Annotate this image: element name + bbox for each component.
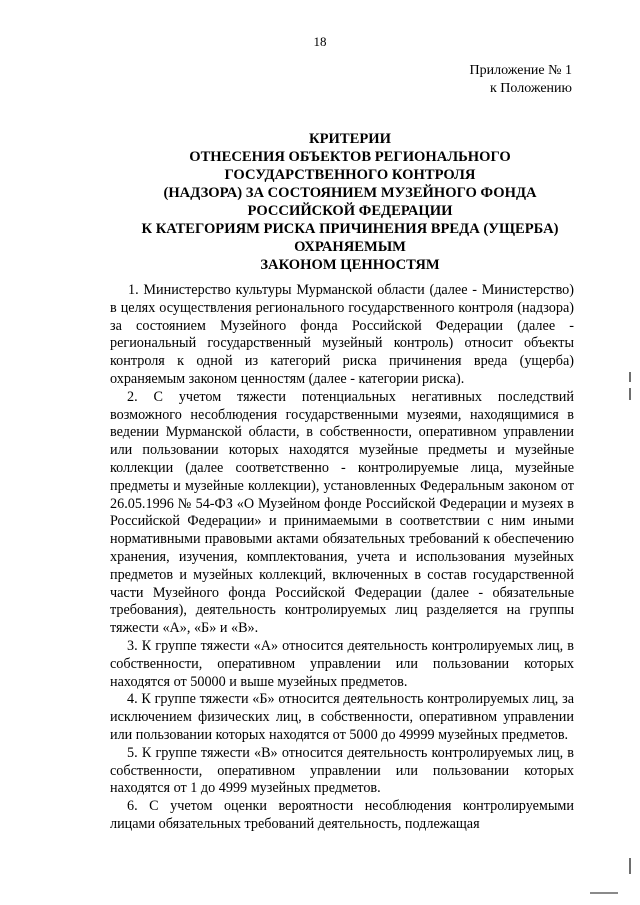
scan-mark [590, 892, 618, 894]
paragraph-6: 6. С учетом оценки вероятности несоблюдения контролируемыми лицами обязательных требований деятельность, подлежащая [110, 798, 574, 832]
document-body [110, 282, 574, 834]
appendix-reference [470, 62, 573, 98]
paragraph-5: 5. К группе тяжести «В» относится деятельность контролируемых лиц, в собственности, оперативном управлении или пользовании которых находятся от 1 до 4999 музейных предметов. [110, 744, 574, 797]
title-line: ОТНЕСЕНИЯ ОБЪЕКТОВ РЕГИОНАЛЬНОГО [189, 149, 511, 165]
page-number: 18 [313, 34, 327, 49]
title-line: РОССИЙСКОЙ ФЕДЕРАЦИИ [247, 203, 453, 219]
scan-mark [629, 372, 631, 382]
document-title [60, 130, 640, 274]
title-line: ОХРАНЯЕМЫМ [294, 239, 406, 255]
title-line: КРИТЕРИИ [309, 131, 391, 147]
appendix-target: к Положению [489, 81, 572, 96]
title-line: (НАДЗОРА) ЗА СОСТОЯНИЕМ МУЗЕЙНОГО ФОНДА [163, 185, 537, 201]
scan-mark [629, 858, 631, 874]
scan-mark [629, 388, 631, 400]
appendix-number: Приложение № 1 [469, 63, 572, 78]
paragraph-3: 3. К группе тяжести «А» относится деятельность контролируемых лиц, в собственности, оперативном управлении или пользовании которых находятся от 50000 и выше музейных предметов. [110, 637, 574, 690]
paragraph-2: 2. С учетом тяжести потенциальных негативных последствий возможного несоблюдения государственными музеями, находящимися в ведении Мурманской области, в собственности, оперативном управлении или пользовании которых находятся музейные предметы и музейные коллекции (далее соответственно - контролируемые лица, музейные предметы и музейные коллекции), установленных Федеральным законом от 26.05.1996 № 54-ФЗ «О Музейном фонде Российской Федерации и музеях в Российской Федерации» и принимаемыми в соответствии с ним иными нормативными правовыми актами обязательных требований к обеспечению хранения, изучения, комплектования, учета и использования музейных предметов и музейных коллекций, включенных в состав государственной части Музейного фонда Российской Федерации (далее - обязательные требования), деятельность контролируемых лиц разделяется на группы тяжести «А», «Б» и «В». [110, 388, 574, 637]
title-line: К КАТЕГОРИЯМ РИСКА ПРИЧИНЕНИЯ ВРЕДА (УЩЕРБА) [141, 221, 559, 237]
paragraph-4: 4. К группе тяжести «Б» относится деятельность контролируемых лиц, за исключением физических лиц, в собственности, оперативном управлении или пользовании которых находятся от 5000 до 49999 музейных предметов. [110, 691, 574, 743]
title-line: ГОСУДАРСТВЕННОГО КОНТРОЛЯ [224, 167, 476, 183]
title-line: ЗАКОНОМ ЦЕННОСТЯМ [260, 257, 440, 273]
paragraph-1: 1. Министерство культуры Мурманской области (далее - Министерство) в целях осуществления регионального государственного контроля (надзора) за состоянием Музейного фонда Российской Федерации (далее - региональный государственный музейный контроль) относит объекты контроля к одной из категорий риска причинения вреда (ущерба) охраняемым законом ценностям (далее - категории риска). [110, 282, 574, 387]
